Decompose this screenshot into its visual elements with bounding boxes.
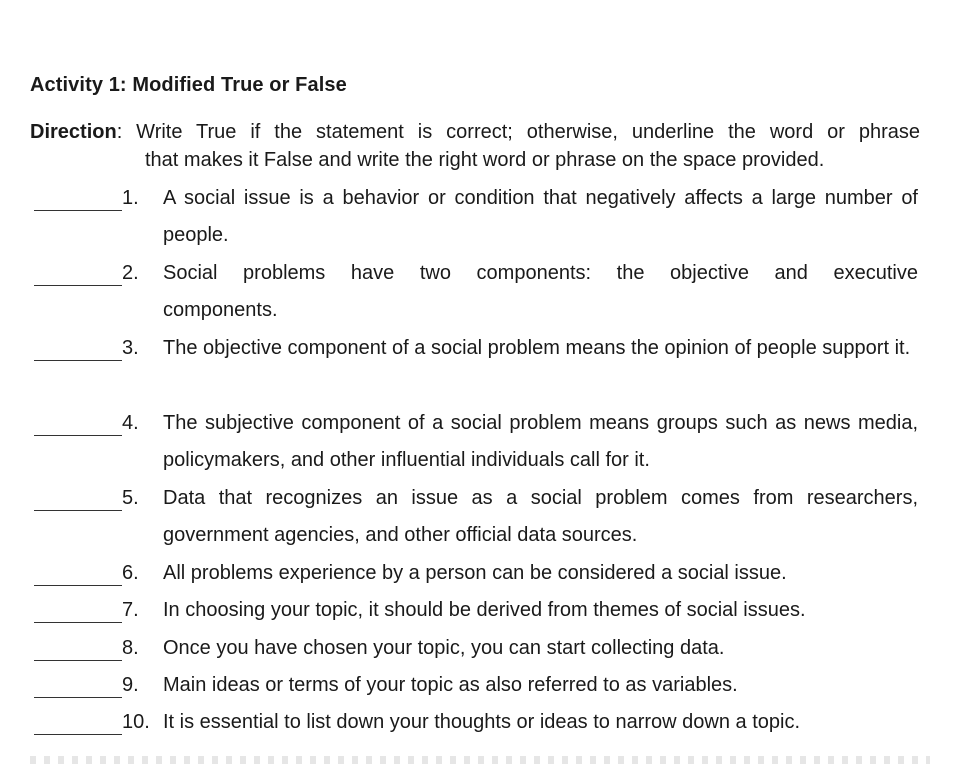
question-number: 1.	[122, 187, 139, 209]
question-number: 7.	[122, 599, 139, 621]
direction-label: Direction	[30, 121, 117, 143]
direction-text-1: : Write True if the statement is correct; otherwise, underline the word or phrase	[116, 121, 920, 143]
answer-blank-7[interactable]	[34, 599, 122, 623]
question-number: 6.	[122, 562, 139, 584]
answer-blank-4[interactable]	[34, 412, 122, 436]
answer-blank-1[interactable]	[34, 187, 122, 211]
question-text: The objective component of a social problem means the opinion of people support it.	[163, 337, 911, 359]
question-number: 2.	[122, 262, 139, 284]
question-text: In choosing your topic, it should be derived from themes of social issues.	[163, 599, 806, 621]
question-text: Once you have chosen your topic, you can start collecting data.	[163, 637, 725, 659]
question-number: 8.	[122, 637, 139, 659]
question-number: 10.	[122, 711, 150, 733]
answer-blank-3[interactable]	[34, 337, 122, 361]
directions	[30, 118, 920, 174]
answer-blank-6[interactable]	[34, 562, 122, 586]
question-number: 3.	[122, 337, 139, 359]
answer-blank-2[interactable]	[34, 262, 122, 286]
answer-blank-8[interactable]	[34, 637, 122, 661]
question-text: It is essential to list down your thoughts or ideas to narrow down a topic.	[163, 711, 801, 733]
question-text: All problems experience by a person can be considered a social issue.	[163, 562, 787, 584]
answer-blank-9[interactable]	[34, 674, 122, 698]
direction-line-1	[30, 118, 920, 146]
question-text: Social problems have two components: the objective and executive components.	[163, 262, 918, 321]
question-text: The subjective component of a social problem means groups such as news media, policymakers, and other influential individuals call for it.	[163, 412, 918, 471]
answer-blank-10[interactable]	[34, 711, 122, 735]
question-text: Main ideas or terms of your topic as also referred to as variables.	[163, 674, 738, 696]
question-number: 4.	[122, 412, 139, 434]
answer-blank-5[interactable]	[34, 487, 122, 511]
question-text: A social issue is a behavior or condition that negatively affects a large number of people.	[163, 187, 918, 246]
question-number: 5.	[122, 487, 139, 509]
cropped-next-line	[30, 756, 930, 764]
activity-title: Activity 1: Modified True or False	[30, 74, 347, 96]
question-text: Data that recognizes an issue as a social problem comes from researchers, government agencies, and other official data sources.	[163, 487, 918, 546]
question-number: 9.	[122, 674, 139, 696]
direction-text-2: that makes it False and write the right word or phrase on the space provided.	[145, 149, 825, 171]
